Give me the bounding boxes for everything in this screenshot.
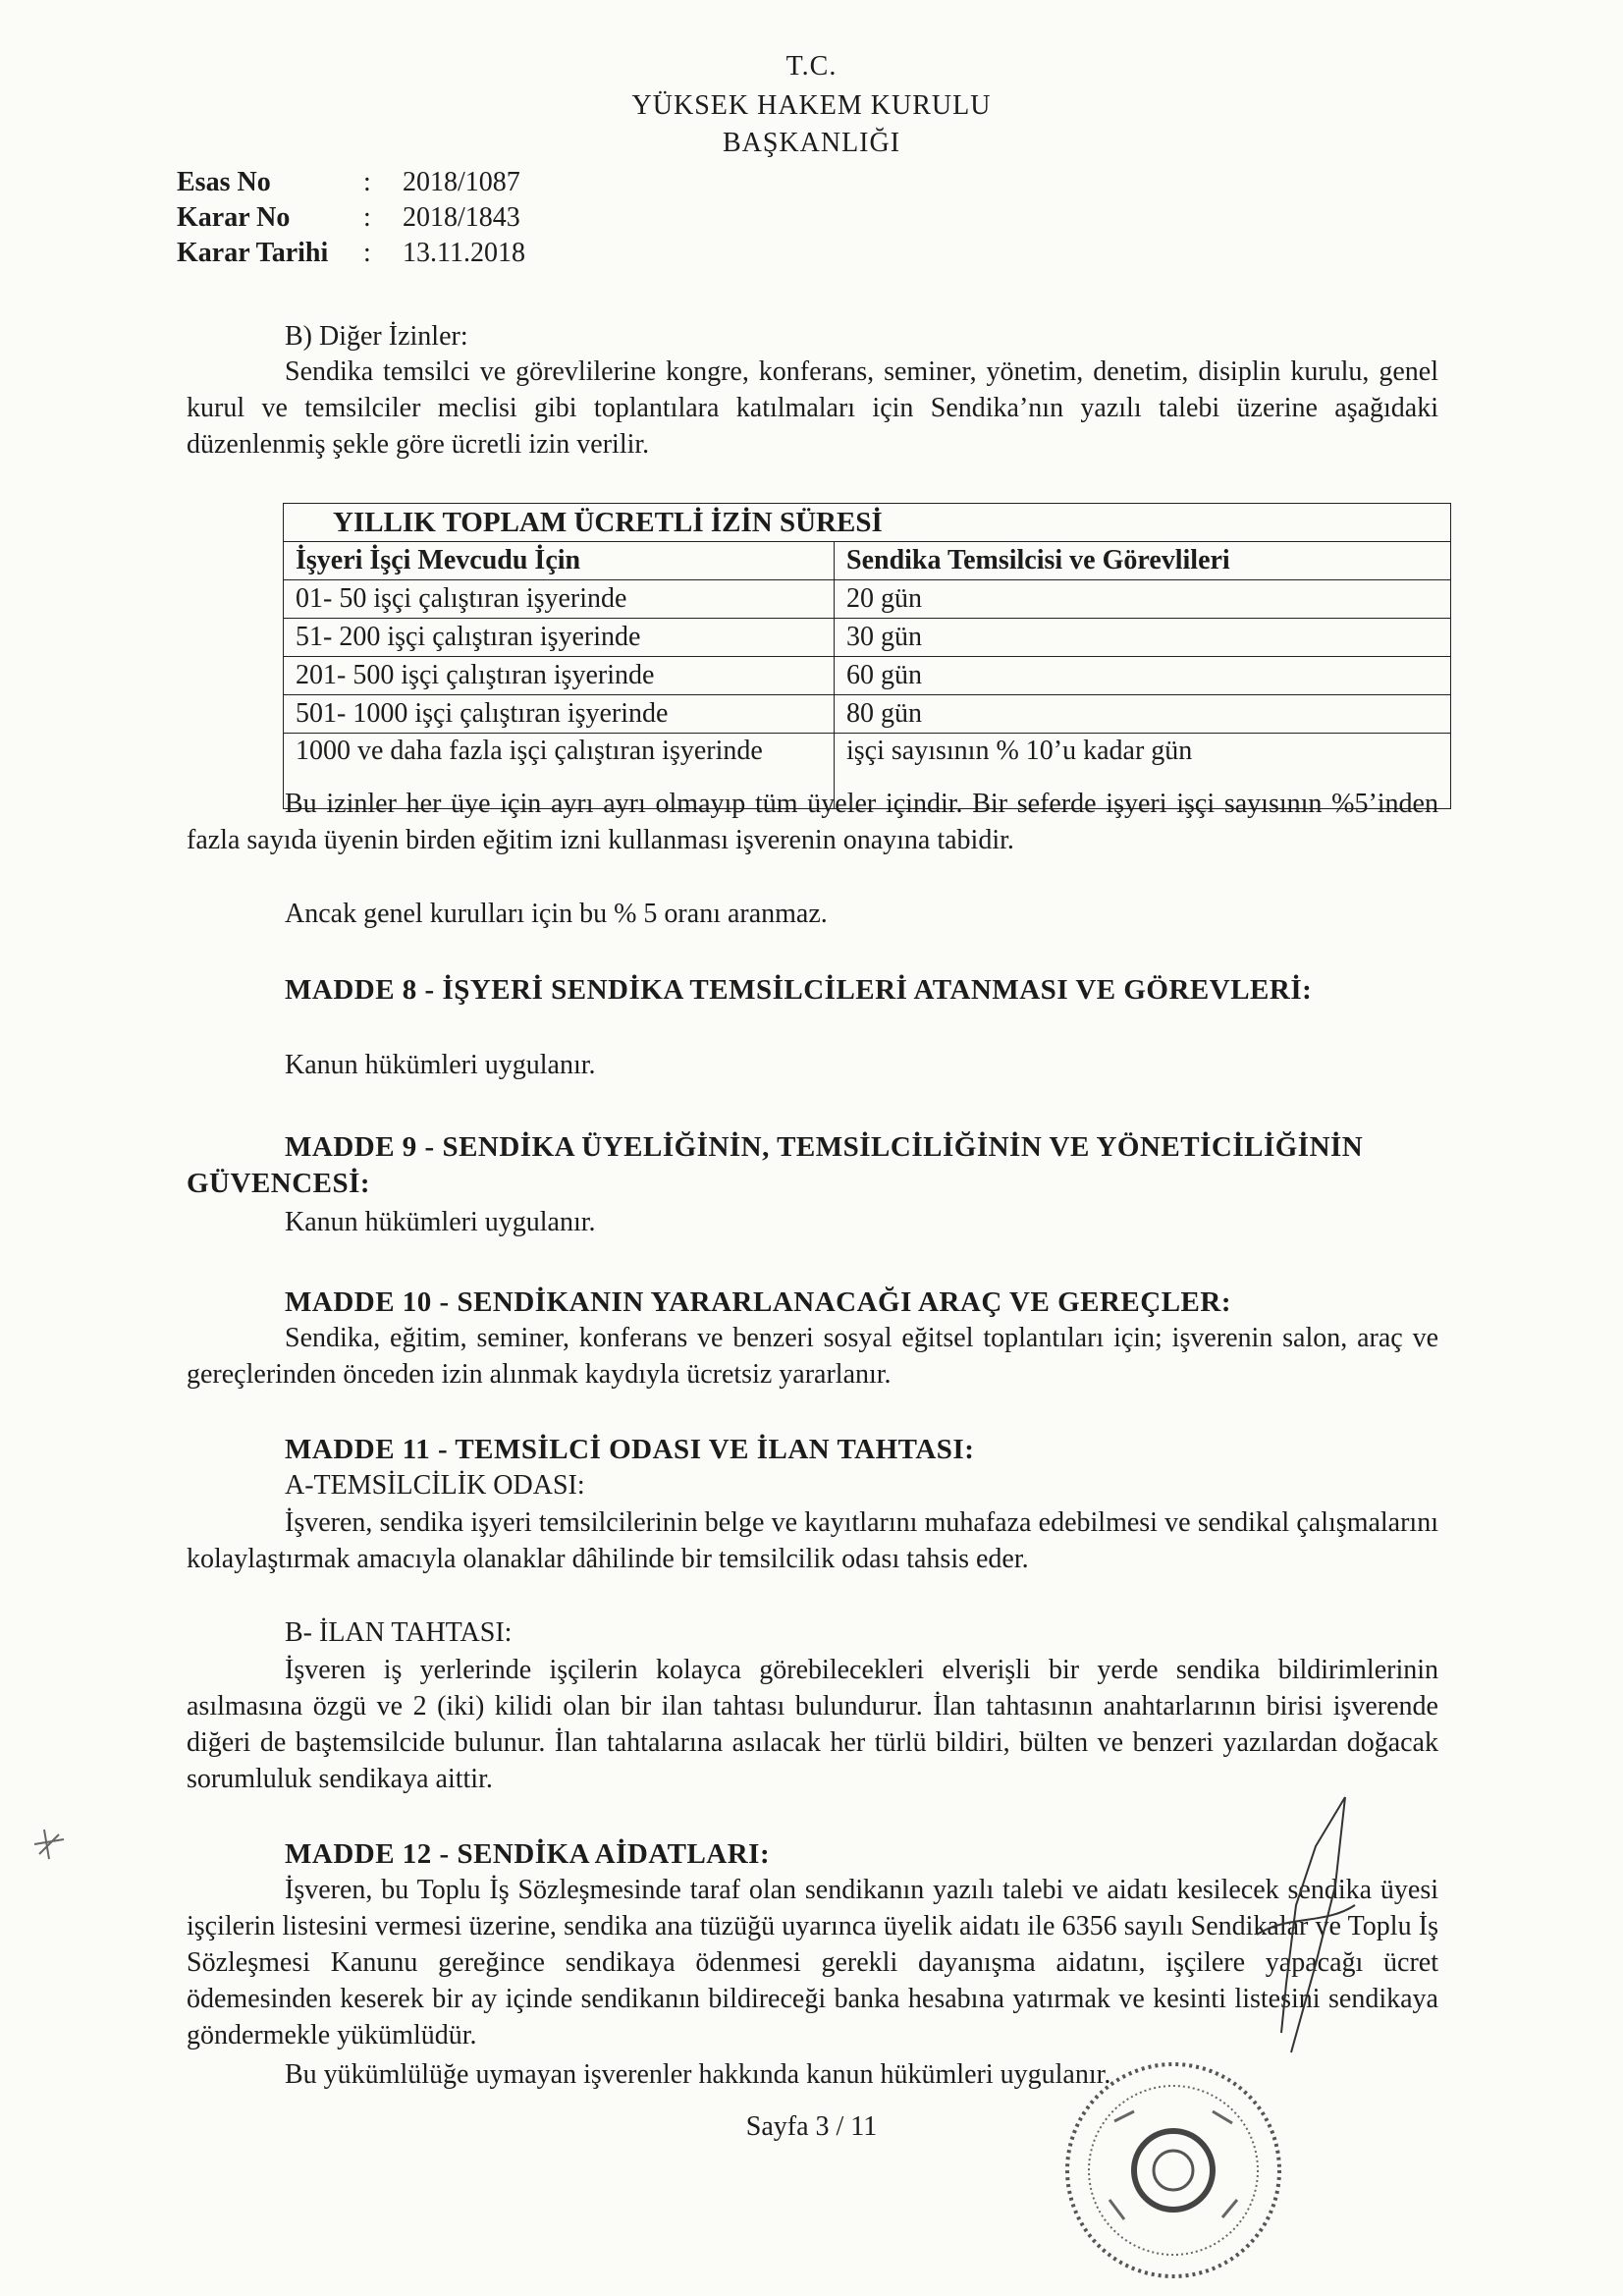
meta-row-karar — [177, 200, 525, 236]
madde-12-closing: Bu yükümlülüğe uymayan işverenler hakkında kanun hükümleri uygulanır. — [285, 2059, 1111, 2090]
madde-11-text-a: İşveren, sendika işyeri temsilcilerinin belge ve kayıtlarını muhafaza edebilmesi ve sendikal çalışmalarını kolaylaştırmak amacıyla olanaklar dâhilinde bir temsilcilik odası tahsis eder. — [187, 1507, 1438, 1574]
table-cell-workers: 01- 50 işçi çalıştıran işyerinde — [284, 580, 835, 619]
table-cell-workers: 51- 200 işçi çalıştıran işyerinde — [284, 619, 835, 657]
meta-separator: : — [363, 238, 371, 268]
table-row — [284, 657, 1451, 695]
official-stamp-icon — [1055, 2052, 1291, 2288]
madde-12-heading: MADDE 12 - SENDİKA AİDATLARI: — [285, 1838, 771, 1870]
madde-10-heading: MADDE 10 - SENDİKANIN YARARLANACAĞI ARAÇ VE GEREÇLER: — [285, 1286, 1231, 1318]
table-cell-days: işçi sayısının % 10’u kadar gün — [835, 734, 1451, 809]
margin-mark-icon — [29, 1825, 69, 1864]
table-cell-workers: 501- 1000 işçi çalıştıran işyerinde — [284, 695, 835, 734]
madde-11-text-b: İşveren iş yerlerinde işçilerin kolayca görebilecekleri elverişli bir yerde sendika bildirimlerinin asılmasına özgü ve 2 (iki) kilidi olan bir ilan tahtası bulundurur. İlan tahtasının anahtarlarının birisi işverende diğeri de baştemsilcide bulunur. İlan tahtalarına asılacak her türlü bildiri, bülten ve benzeri yazılardan doğacak sorumluluk sendikaya aittir. — [187, 1655, 1438, 1794]
meta-row-esas — [177, 165, 525, 200]
case-meta — [177, 165, 525, 271]
table-title-row — [284, 504, 1451, 542]
signature-icon — [1198, 1787, 1394, 2082]
madde-8-text: Kanun hükümleri uygulanır. — [285, 1050, 596, 1080]
meta-value: 2018/1843 — [403, 202, 520, 233]
after-table-paragraph: Bu izinler her üye için ayrı ayrı olmayıp tüm üyeler içindir. Bir seferde işyeri işçi sayısının %5’inden fazla sayıda üyenin birden eğitim izni kullanması işverenin onayına tabidir. — [187, 789, 1438, 855]
meta-separator: : — [363, 167, 371, 197]
meta-label: Esas No — [177, 167, 271, 197]
page-number: Sayfa 3 / 11 — [745, 2111, 878, 2142]
meta-label: Karar Tarihi — [177, 238, 329, 268]
madde-9-text: Kanun hükümleri uygulanır. — [285, 1207, 596, 1237]
meta-separator: : — [363, 202, 371, 233]
meta-label: Karar No — [177, 202, 291, 233]
table-row — [284, 619, 1451, 657]
madde-11-sub-a: A-TEMSİLCİLİK ODASI: — [285, 1470, 585, 1501]
table-cell-days: 30 gün — [835, 619, 1451, 657]
madde-11-heading: MADDE 11 - TEMSİLCİ ODASI VE İLAN TAHTASI: — [285, 1434, 975, 1465]
table-title: YILLIK TOPLAM ÜCRETLİ İZİN SÜRESİ — [284, 504, 1451, 542]
madde-12-text: İşveren, bu Toplu İş Sözleşmesinde taraf olan sendikanın yazılı talebi ve aidatı kesilecek sendika üyesi işçilerin listesini vermesi üzerine, sendika ana tüzüğü uyarınca üyelik aidatı ile 6356 sayılı Sendikalar ve Toplu İş Sözleşmesi Kanunu gereğince sendikaya ödenmesi gerekli dayanışma aidatını, işçilere yapacağı ücret ödemesinden keserek bir ay içinde sendikanın bildireceği banka hesabına yatırmak ve kesinti listesini sendikaya göndermekle yükümlüdür. — [187, 1875, 1438, 2050]
section-b-paragraph: Sendika temsilci ve görevlilerine kongre, konferans, seminer, yönetim, denetim, disiplin kurulu, genel kurul ve temsilciler meclisi gibi toplantılara katılmaları için Sendika’nın yazılı talebi üzerine aşağıdaki düzenlenmiş şekle göre ücretli izin verilir. — [187, 356, 1438, 460]
meta-row-tarih — [177, 236, 525, 271]
madde-11-sub-b: B- İLAN TAHTASI: — [285, 1617, 513, 1648]
table-cell-workers: 1000 ve daha fazla işçi çalıştıran işyerinde — [284, 734, 835, 809]
table-row — [284, 580, 1451, 619]
header-tc: T.C. — [785, 51, 838, 82]
header-institution: YÜKSEK HAKEM KURULU — [631, 90, 992, 121]
madde-8-heading: MADDE 8 - İŞYERİ SENDİKA TEMSİLCİLERİ ATANMASI VE GÖREVLERİ: — [285, 974, 1313, 1006]
madde-9-heading: MADDE 9 - SENDİKA ÜYELİĞİNİN, TEMSİLCİLİĞİNİN VE YÖNETİCİLİĞİNİN GÜVENCESİ: — [187, 1131, 1364, 1199]
header-presidency: BAŞKANLIĞI — [722, 128, 901, 158]
table-col1-header: İşyeri İşçi Mevcudu İçin — [284, 542, 835, 580]
madde-10-text: Sendika, eğitim, seminer, konferans ve benzeri sosyal eğitsel toplantıları için; işverenin salon, araç ve gereçlerinden önceden izin alınmak kaydıyla ücretsiz yararlanır. — [187, 1323, 1438, 1390]
meta-value: 13.11.2018 — [403, 238, 525, 268]
table-cell-days: 80 gün — [835, 695, 1451, 734]
leave-table — [283, 503, 1451, 809]
table-cell-workers: 201- 500 işçi çalıştıran işyerinde — [284, 657, 835, 695]
table-col2-header: Sendika Temsilcisi ve Görevlileri — [835, 542, 1451, 580]
after-table-note: Ancak genel kurulları için bu % 5 oranı aranmaz. — [285, 899, 828, 929]
section-b-heading: B) Diğer İzinler: — [285, 321, 468, 352]
table-cell-days: 20 gün — [835, 580, 1451, 619]
table-cell-days: 60 gün — [835, 657, 1451, 695]
table-row — [284, 695, 1451, 734]
meta-value: 2018/1087 — [403, 167, 520, 197]
table-header-row — [284, 542, 1451, 580]
